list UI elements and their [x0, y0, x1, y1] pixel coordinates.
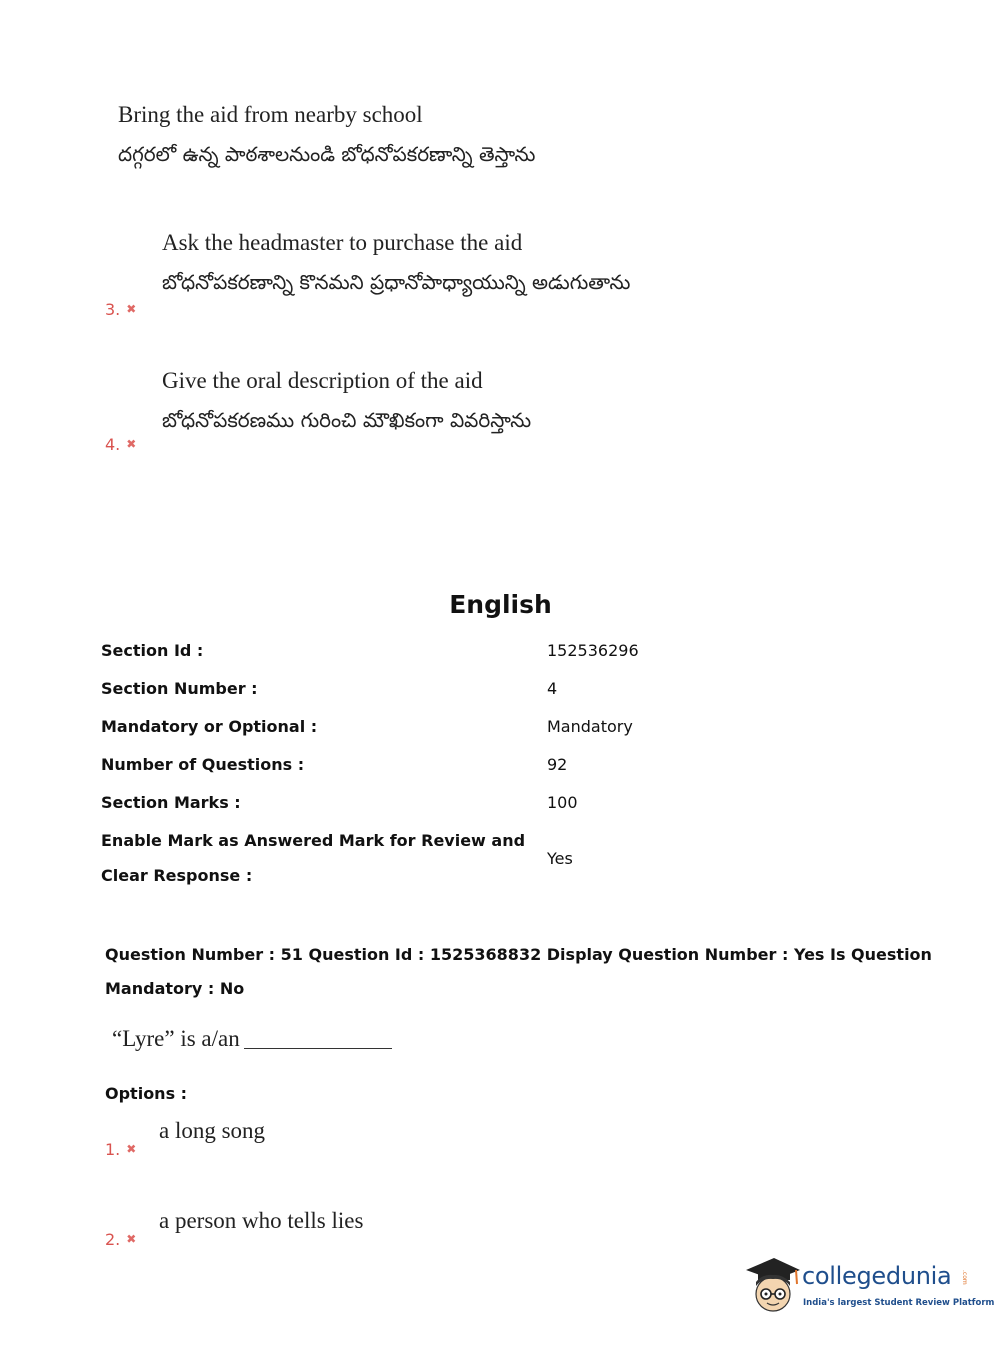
mandatory-optional-value: Mandatory [547, 717, 633, 736]
option-number-label: 3. [105, 300, 121, 319]
question-header-line1: Question Number : 51 Question Id : 1525368832 Display Question Number : Yes Is Question [105, 945, 932, 964]
logo-suffix: .com [961, 1270, 968, 1285]
question-option-2-number [105, 1230, 136, 1249]
option-text-en: Bring the aid from nearby school [118, 102, 423, 127]
mandatory-optional-label: Mandatory or Optional : [101, 717, 318, 736]
section-number-label: Section Number : [101, 679, 258, 698]
mascot-icon [742, 1248, 802, 1318]
section-marks-value: 100 [547, 793, 578, 812]
question-option-1-text: a long song [159, 1118, 266, 1143]
section-number-value: 4 [547, 679, 558, 698]
option-4-text-te: బోధనోపకరణము గురించి మౌఖికంగా వివరిస్తాను [162, 408, 532, 432]
cross-icon: ✖ [126, 1142, 137, 1156]
question-option-2-text: a person who tells lies [159, 1208, 364, 1233]
cross-icon: ✖ [126, 1232, 137, 1246]
enable-mark-label-line1: Enable Mark as Answered Mark for Review and [101, 831, 526, 850]
number-of-questions-value: 92 [547, 755, 568, 774]
option-4-text-en: Give the oral description of the aid [162, 368, 483, 393]
section-id-value: 152536296 [547, 641, 639, 660]
section-title: English [449, 590, 552, 619]
number-of-questions-label: Number of Questions : [101, 755, 305, 774]
option-4-number [105, 435, 136, 454]
question-header-line2: Mandatory : No [105, 979, 245, 998]
option-number-label: 1. [105, 1140, 121, 1159]
option-number-label: 2. [105, 1230, 121, 1249]
question-text: “Lyre” is a/an [112, 1026, 240, 1051]
question-option-1-number [105, 1140, 136, 1159]
question-text-line [112, 1026, 392, 1052]
section-id-label: Section Id : [101, 641, 204, 660]
enable-mark-label-line2: Clear Response : [101, 866, 253, 885]
option-3-number [105, 300, 136, 319]
section-marks-label: Section Marks : [101, 793, 241, 812]
option-number-label: 4. [105, 435, 121, 454]
collegedunia-logo [742, 1248, 995, 1318]
cross-icon: ✖ [126, 437, 137, 451]
option-text-te: దగ్గరలో ఉన్న పాఠశాలనుండి బోధనోపకరణాన్ని తెస్తాను [118, 142, 536, 166]
option-3-text-te: బోధనోపకరణాన్ని కొనమని ప్రధానోపాధ్యాయున్ని అడుగుతాను [162, 270, 631, 294]
options-label: Options : [105, 1084, 188, 1103]
enable-mark-value: Yes [547, 849, 573, 868]
answer-blank [244, 1048, 392, 1049]
cross-icon: ✖ [126, 302, 137, 316]
logo-brand: collegedunia [802, 1262, 952, 1290]
option-3-text-en: Ask the headmaster to purchase the aid [162, 230, 523, 255]
logo-tagline: India's largest Student Review Platform [803, 1298, 995, 1308]
